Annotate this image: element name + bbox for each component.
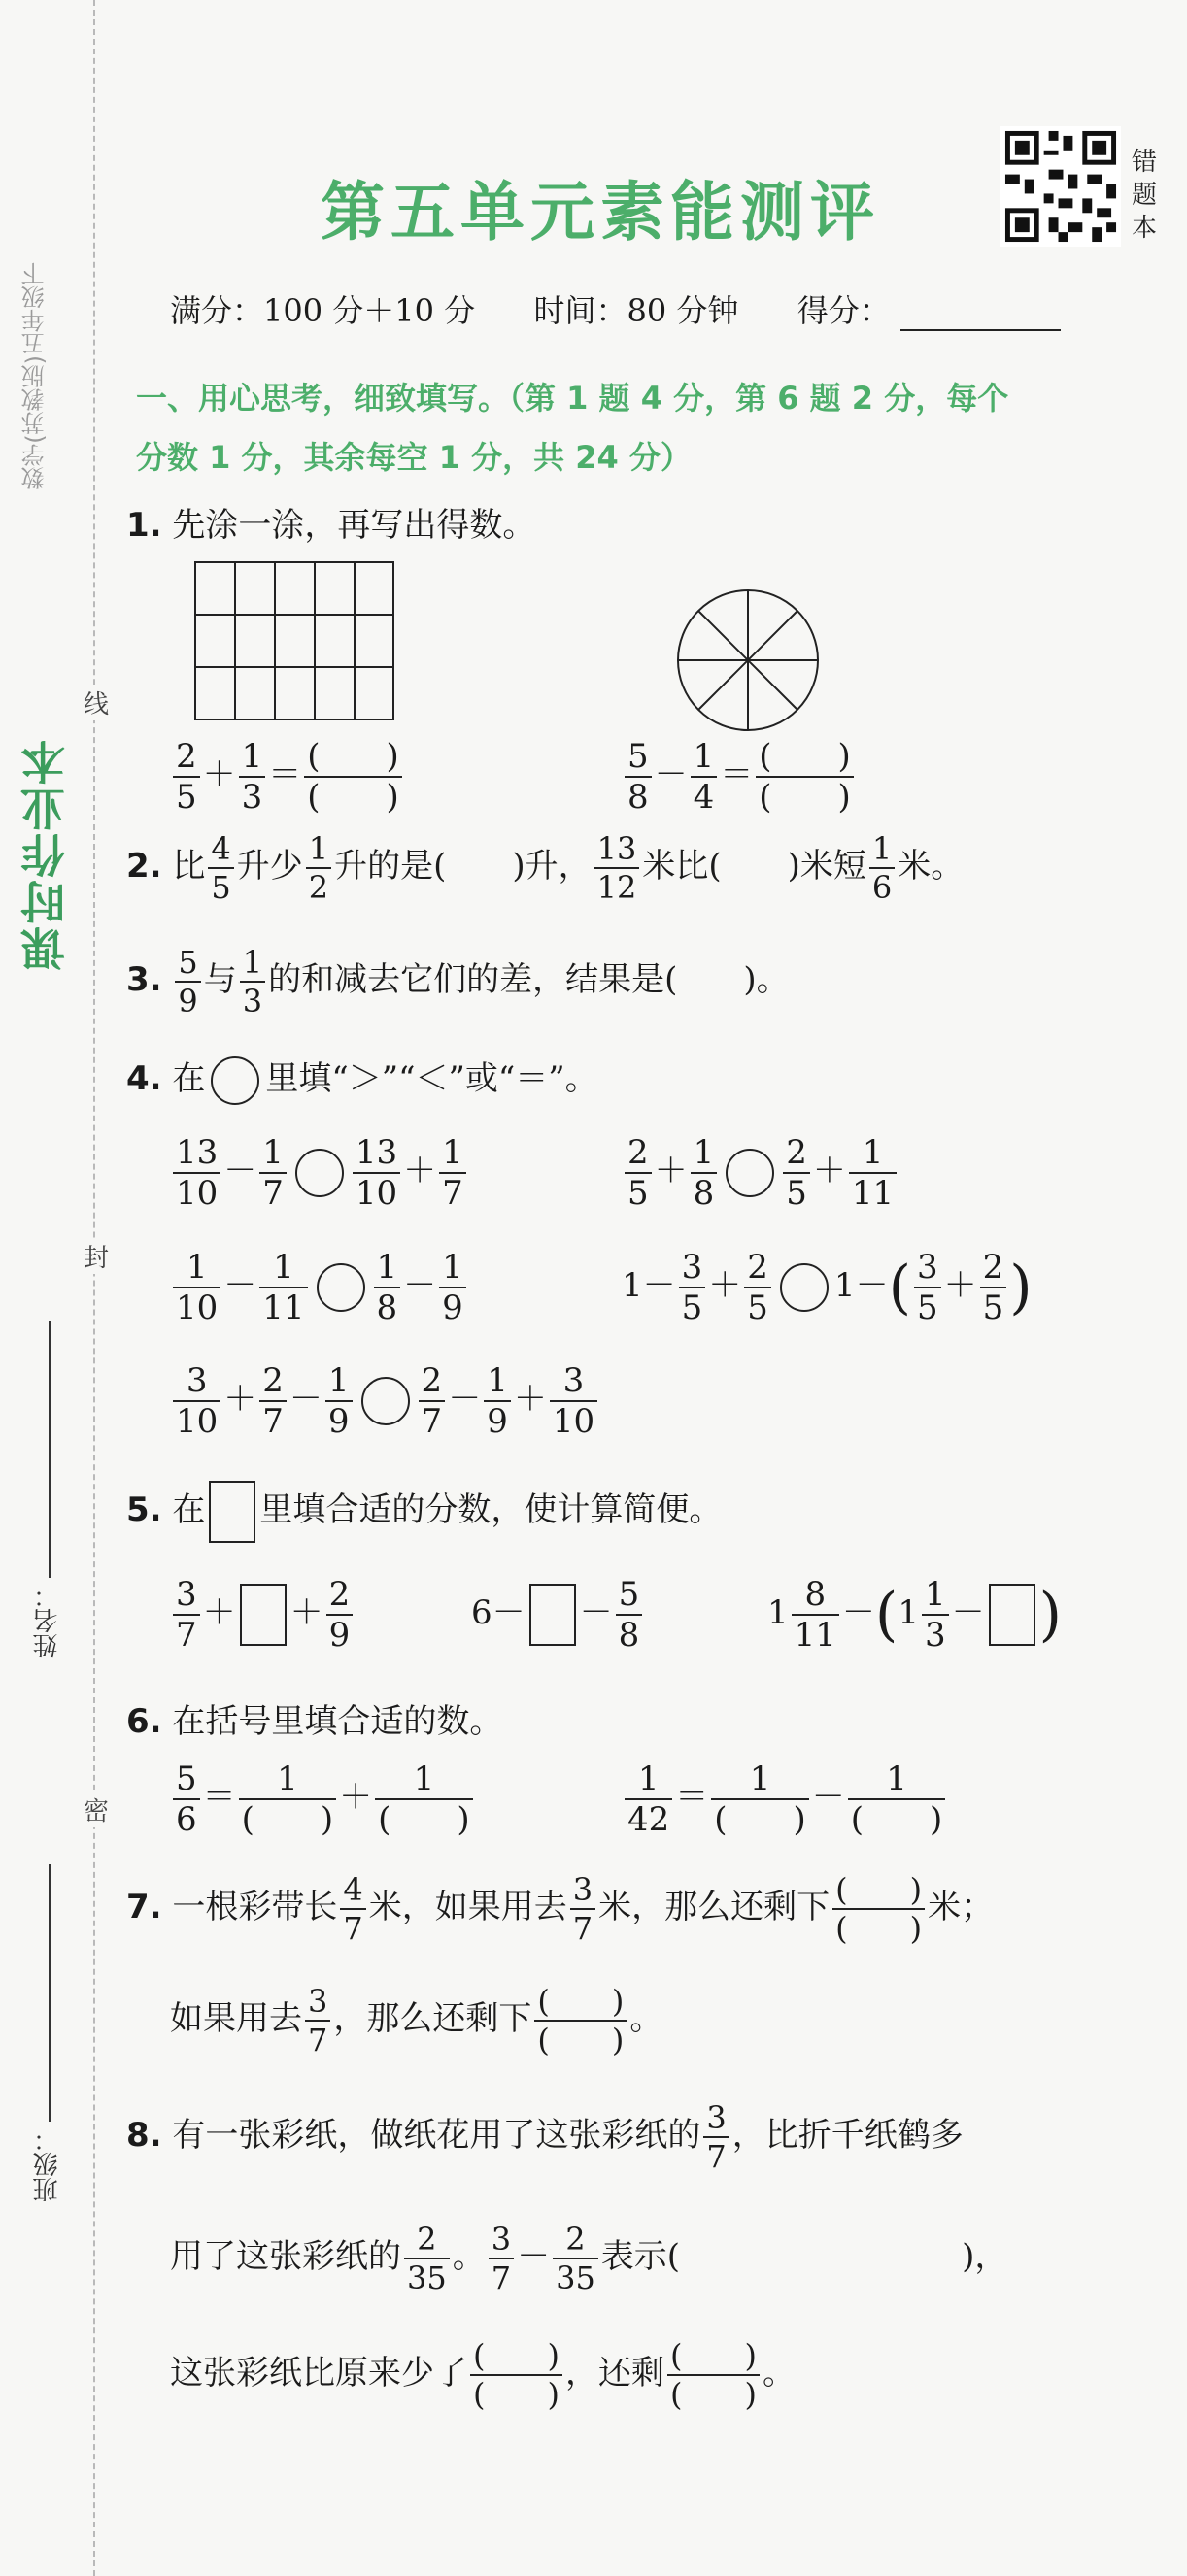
fraction: $\frac{3}{10}$ [550,1364,597,1438]
fraction: $\frac{1}{3}$ [922,1578,949,1652]
fraction: $\frac{2}{5}$ [173,740,200,814]
binding-xian: 线 [84,685,109,720]
fraction: $\frac{2}{5}$ [625,1136,652,1210]
fill-box[interactable] [989,1584,1035,1646]
answer-blank[interactable]: $\frac{( )}{( )}$ [832,1874,925,1944]
time-limit: 时间：80 分钟 [533,292,739,329]
fraction: $\frac{4}{5}$ [208,833,233,903]
answer-blank[interactable]: $\frac{( )}{( )}$ [667,2340,760,2410]
score-label: 得分： [797,292,891,329]
fraction: $\frac{3}{7}$ [489,2224,514,2293]
answer-blank[interactable]: $\frac{( )}{( )}$ [534,1986,627,2056]
fraction: $\frac{4}{7}$ [340,1874,365,1944]
q4-a: $\frac{13}{10}$ － $\frac{1}{7}$ $\frac{13}{10}$ ＋ $\frac{1}{7}$ [170,1136,469,1210]
fraction: $\frac{1}{42}$ [625,1762,672,1836]
compare-circle[interactable] [361,1377,410,1425]
q3: 3. $\frac{5}{9}$ 与 $\frac{1}{3}$ 的和减去它们的差，结果是( )。 [126,944,790,1020]
score-blank[interactable] [900,302,1061,331]
fraction: $\frac{3}{5}$ [914,1251,941,1324]
q4-b: $\frac{2}{5}$ ＋ $\frac{1}{8}$ $\frac{2}{5}$ ＋ $\frac{1}{11}$ [622,1136,899,1210]
student-class-line[interactable] [49,1864,51,2122]
section-1-line-1: 一、用心思考，细致填写。（第 1 题 4 分，第 6 题 2 分，每个 [136,380,1009,417]
q1-grid-figure[interactable] [194,561,394,720]
fraction: $\frac{1}{9}$ [439,1251,466,1324]
fraction: $\frac{1}{8}$ [691,1136,718,1210]
fraction: $\frac{2}{7}$ [419,1364,446,1438]
page-title: 第五单元素能测评 [321,174,880,250]
section-1-line-2: 分数 1 分，其余每空 1 分，共 24 分） [136,439,692,476]
q5-prompt: 5. 在 里填合适的分数，使计算简便。 [126,1481,722,1543]
q4-e: $\frac{3}{10}$ ＋ $\frac{2}{7}$ － $\frac{1}{9}$ $\frac{2}{7}$ － $\frac{1}{9}$ ＋ $\frac{3}{10}$ [170,1364,600,1438]
fraction: $\frac{1}{3}$ [239,740,266,814]
fraction: $\frac{5}{9}$ [175,947,200,1017]
fraction: $\frac{1}{11}$ [849,1136,897,1210]
q6-b: $\frac{1}{42}$ ＝ $\frac{1}{( )}$ － $\frac{1}{( )}$ [622,1762,948,1836]
binding-mi: 密 [84,1791,109,1827]
qr-label: 错题本 [1132,148,1158,243]
compare-circle[interactable] [726,1149,774,1197]
q4-c: $\frac{1}{10}$ － $\frac{1}{11}$ $\frac{1}{8}$ － $\frac{1}{9}$ [170,1251,469,1324]
student-name-label: 姓名： [33,1583,62,1658]
fraction: $\frac{2}{5}$ [783,1136,810,1210]
fraction: $\frac{2}{5}$ [980,1251,1007,1324]
qr-code-icon[interactable] [1000,126,1121,247]
answer-blank[interactable]: $\frac{( )}{( )}$ [470,2340,562,2410]
fraction: $\frac{1}{10}$ [173,1251,220,1324]
fill-box[interactable] [240,1584,287,1646]
compare-circle[interactable] [295,1149,344,1197]
binding-dashed-line [93,0,95,2576]
q6-prompt: 6. 在括号里填合适的数。 [126,1702,503,1741]
fraction: $\frac{1}{9}$ [484,1364,511,1438]
q5-b: 6－ － $\frac{5}{8}$ [471,1578,645,1652]
fraction: $\frac{3}{7}$ [570,1874,595,1944]
answer-blank[interactable]: $\frac{1}{( )}$ [848,1762,946,1836]
exam-info [170,286,1061,331]
full-score: 满分：100 分＋10 分 [170,292,476,329]
q5-a: $\frac{3}{7}$ ＋ ＋ $\frac{2}{9}$ [170,1578,356,1652]
q1-prompt: 1. 先涂一涂，再写出得数。 [126,506,536,545]
q6-a: $\frac{5}{6}$ ＝ $\frac{1}{( )}$ ＋ $\frac{1}{( )}$ [170,1762,476,1836]
fraction: $\frac{13}{10}$ [173,1136,220,1210]
fraction: $\frac{3}{7}$ [173,1578,200,1652]
fraction: $\frac{2}{5}$ [744,1251,771,1324]
answer-blank[interactable]: $\frac{1}{( )}$ [375,1762,473,1836]
fraction: $\frac{13}{10}$ [353,1136,400,1210]
q1-expr-b: $\frac{5}{8}$ － $\frac{1}{4}$ ＝ $\frac{( )}{( )}$ [622,740,857,814]
compare-circle[interactable] [780,1263,829,1312]
fraction: $\frac{5}{6}$ [173,1762,200,1836]
q8-line-2: 用了这张彩纸的 $\frac{2}{35}$ 。 $\frac{3}{7}$ － $\frac{2}{35}$ 表示( )， [170,2221,1008,2296]
fraction: $\frac{5}{8}$ [616,1578,643,1652]
fraction: $\frac{5}{8}$ [625,740,652,814]
fraction: $\frac{8}{11}$ [792,1578,839,1652]
fraction: $\frac{1}{11}$ [259,1251,307,1324]
brand-logo: 课时作业本 [19,738,72,971]
edition-text: 数学(苏教版)五年级下 [21,262,49,490]
q7-line-2: 如果用去 $\frac{3}{7}$ ，那么还剩下 $\frac{( )}{( )}$ 。 [170,1983,663,2058]
student-name-line[interactable] [49,1321,51,1578]
fraction: $\frac{3}{7}$ [703,2102,729,2172]
answer-blank[interactable]: $\frac{1}{( )}$ [711,1762,809,1836]
compare-circle[interactable] [317,1263,365,1312]
q8-line-3: 这张彩纸比原来少了 $\frac{( )}{( )}$ ，还剩 $\frac{( )}{( )}$ 。 [170,2337,796,2413]
fraction: $\frac{3}{5}$ [679,1251,706,1324]
fraction: $\frac{1}{8}$ [374,1251,401,1324]
fraction: $\frac{1}{3}$ [240,947,265,1017]
fraction: $\frac{1}{9}$ [325,1364,353,1438]
student-class-label: 班级： [33,2126,62,2202]
square-box-icon [209,1481,255,1543]
fraction: $\frac{3}{7}$ [305,1986,330,2056]
fraction: $\frac{13}{12}$ [594,833,640,903]
q8-line-1: 8. 有一张彩纸，做纸花用了这张彩纸的 $\frac{3}{7}$ ，比折千纸鹤多 [126,2099,964,2175]
binding-feng: 封 [84,1238,109,1274]
fraction: $\frac{1}{7}$ [259,1136,287,1210]
q2: 2. 比 $\frac{4}{5}$ 升少 $\frac{1}{2}$ 升的是( )升， $\frac{13}{12}$ 米比( )米短 $\frac{1}{6}$ 米。 [126,830,965,906]
fraction: $\frac{2}{9}$ [326,1578,354,1652]
answer-blank[interactable]: $\frac{( )}{( )}$ [304,740,402,814]
q4-prompt: 4. 在 里填“＞”“＜”或“＝”。 [126,1052,598,1105]
fraction: $\frac{1}{4}$ [691,740,718,814]
q4-d: 1－ $\frac{3}{5}$ ＋ $\frac{2}{5}$ 1－( $\frac{3}{5}$ ＋ $\frac{2}{5}$ ) [622,1248,1033,1327]
fraction: $\frac{2}{7}$ [259,1364,287,1438]
answer-blank[interactable]: $\frac{( )}{( )}$ [756,740,854,814]
q1-circle-figure[interactable] [665,587,831,733]
answer-blank[interactable]: $\frac{1}{( )}$ [239,1762,337,1836]
fraction: $\frac{2}{35}$ [553,2224,598,2293]
q1-expr-a: $\frac{2}{5}$ ＋ $\frac{1}{3}$ ＝ $\frac{( )}{( )}$ [170,740,405,814]
q7-line-1: 7. 一根彩带长 $\frac{4}{7}$ 米，如果用去 $\frac{3}{7}$ 米，那么还剩下 $\frac{( )}{( )}$ 米； [126,1871,995,1947]
fraction: $\frac{1}{2}$ [306,833,331,903]
fraction: $\frac{1}{6}$ [869,833,895,903]
fraction: $\frac{2}{35}$ [404,2224,450,2293]
fraction: $\frac{3}{10}$ [173,1364,220,1438]
compare-circle-icon [211,1056,259,1105]
q5-c: 1 $\frac{8}{11}$ －(1 $\frac{1}{3}$ － ) [767,1575,1063,1655]
fill-box[interactable] [529,1584,576,1646]
fraction: $\frac{1}{7}$ [439,1136,466,1210]
